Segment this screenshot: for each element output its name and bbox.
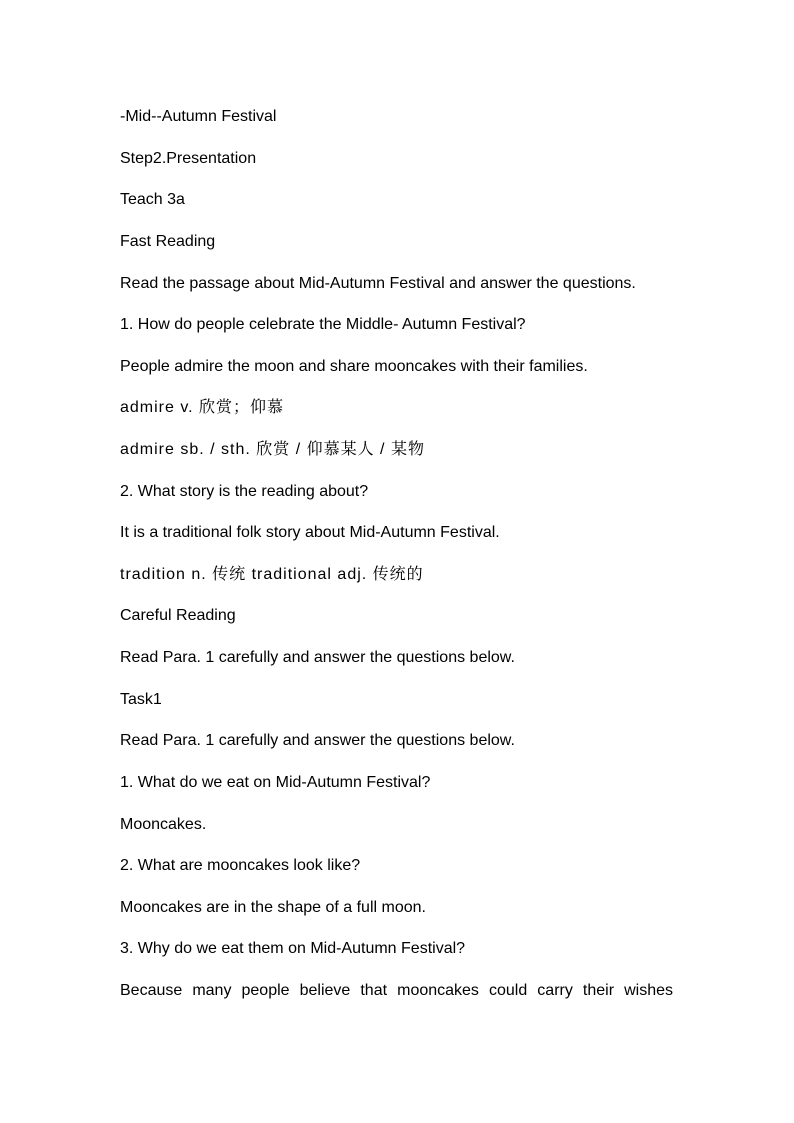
fast-reading-heading: Fast Reading (120, 233, 216, 250)
vocabulary-note: admire v. 欣赏；仰慕 (120, 399, 285, 416)
question-text: 3. Why do we eat them on Mid-Autumn Festival? (120, 940, 466, 957)
vocabulary-note: tradition n. 传统 traditional adj. 传统的 (120, 566, 424, 583)
step-heading: Step2.Presentation (120, 150, 257, 167)
question-text: 2. What are mooncakes look like? (120, 857, 361, 874)
vocabulary-note: admire sb. / sth. 欣赏 / 仰慕某人 / 某物 (120, 441, 425, 458)
answer-text: Because many people believe that mooncakes could carry their wishes (120, 982, 673, 999)
instruction-text: Read Para. 1 carefully and answer the questions below. (120, 649, 515, 666)
question-text: 2. What story is the reading about? (120, 483, 369, 500)
instruction-text: Read Para. 1 carefully and answer the questions below. (120, 732, 515, 749)
answer-text: People admire the moon and share mooncakes with their families. (120, 358, 588, 375)
task-heading: Task1 (120, 691, 162, 708)
careful-reading-heading: Careful Reading (120, 607, 236, 624)
question-text: 1. How do people celebrate the Middle- Autumn Festival? (120, 316, 526, 333)
instruction-text: Read the passage about Mid-Autumn Festival and answer the questions. (120, 275, 636, 292)
answer-text: Mooncakes. (120, 816, 207, 833)
section-heading: -Mid--Autumn Festival (120, 108, 277, 125)
answer-text: It is a traditional folk story about Mid-Autumn Festival. (120, 524, 500, 541)
answer-text: Mooncakes are in the shape of a full moon. (120, 899, 426, 916)
teach-heading: Teach 3a (120, 191, 185, 208)
question-text: 1. What do we eat on Mid-Autumn Festival? (120, 774, 431, 791)
